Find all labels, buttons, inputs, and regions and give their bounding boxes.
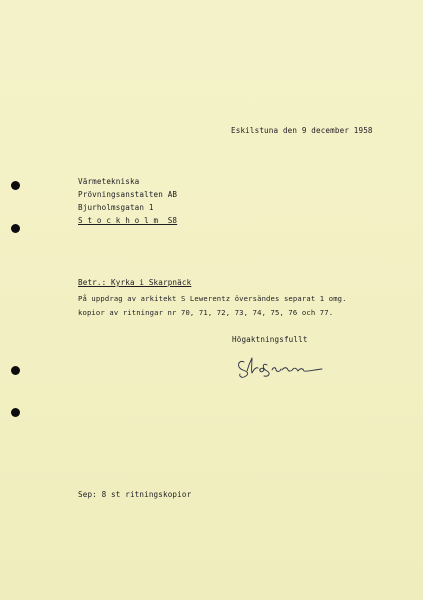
body-line-2: kopior av ritningar nr 70, 71, 72, 73, 74, 75, 76 och 77. — [78, 308, 334, 317]
binder-hole-3 — [11, 366, 20, 375]
enclosure-note: Sep: 8 st ritningskopior — [78, 490, 192, 499]
place-date: Eskilstuna den 9 december 1958 — [231, 126, 373, 135]
binder-hole-1 — [11, 181, 20, 190]
recipient-line-3: Bjurholmsgatan 1 — [78, 203, 154, 212]
recipient-line-1: Värmetekniska — [78, 177, 140, 186]
handwritten-signature — [232, 350, 332, 380]
recipient-city: S t o c k h o l m S8 — [78, 216, 178, 225]
binder-hole-4 — [11, 408, 20, 417]
binder-hole-2 — [11, 224, 20, 233]
subject-line: Betr.: Kyrka i Skarpnäck — [78, 278, 192, 287]
closing: Högaktningsfullt — [232, 335, 308, 344]
recipient-line-2: Prövningsanstalten AB — [78, 190, 178, 199]
body-line-1: På uppdrag av arkitekt S Lewerentz översändes separat 1 omg. — [78, 294, 347, 303]
